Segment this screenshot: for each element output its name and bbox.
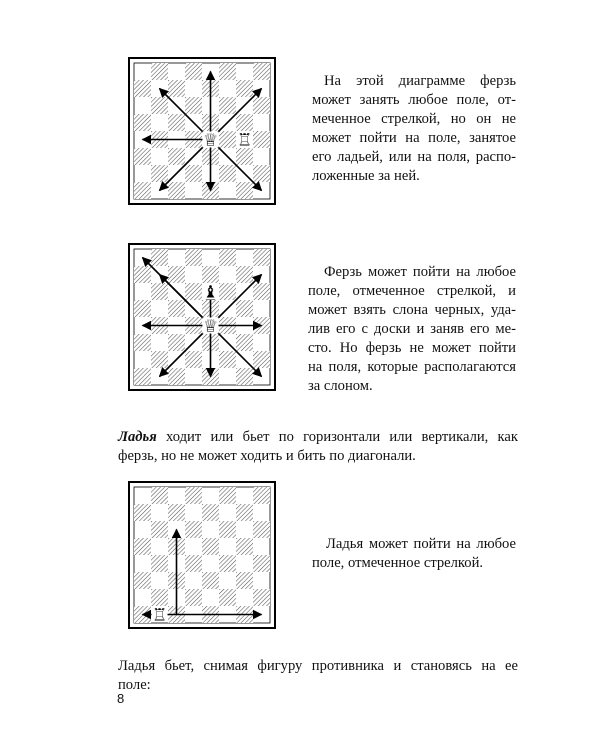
dark-square — [253, 555, 270, 572]
dark-square — [185, 283, 202, 300]
dark-square — [134, 148, 151, 165]
dark-square — [185, 165, 202, 182]
dark-square — [134, 504, 151, 521]
dark-square — [202, 572, 219, 589]
caption-line: поле, отмеченное стрелкой, и — [308, 283, 516, 299]
caption-line: может пойти на поле, занятое — [312, 130, 516, 146]
dark-square — [134, 334, 151, 351]
dark-square — [185, 351, 202, 368]
chess-diagram-queen-capture — [128, 243, 276, 391]
white-rook-piece — [237, 131, 253, 151]
dark-square — [253, 521, 270, 538]
dark-square — [134, 182, 151, 199]
dark-square — [151, 589, 168, 606]
dark-square — [253, 589, 270, 606]
dark-square — [253, 249, 270, 266]
dark-square — [219, 249, 236, 266]
dark-square — [185, 63, 202, 80]
dark-square — [236, 504, 253, 521]
dark-square — [185, 521, 202, 538]
capture-paragraph — [118, 657, 518, 695]
dark-square — [168, 334, 185, 351]
dark-square — [236, 182, 253, 199]
caption-line: Ладья может пойти на любое — [326, 536, 516, 552]
caption-line: Ферзь может пойти на любое — [324, 264, 516, 280]
svg-text:♕: ♕ — [202, 316, 219, 337]
chessboard-3 — [128, 481, 276, 629]
caption-line: на поля, которые располагаются — [308, 359, 516, 375]
dark-square — [151, 63, 168, 80]
dark-square — [202, 266, 219, 283]
white-queen-piece — [203, 131, 219, 151]
svg-text:♖: ♖ — [236, 130, 253, 151]
dark-square — [219, 131, 236, 148]
dark-square — [151, 165, 168, 182]
caption-diagram-3 — [312, 535, 516, 573]
dark-square — [253, 63, 270, 80]
dark-square — [219, 97, 236, 114]
caption-line: поле, отмеченное стрелкой. — [312, 555, 484, 571]
dark-square — [151, 487, 168, 504]
dark-square — [253, 131, 270, 148]
dark-square — [219, 165, 236, 182]
dark-square — [151, 283, 168, 300]
page-number: 8 — [117, 691, 125, 706]
caption-line: может занять любое поле, от- — [312, 92, 516, 108]
caption-line: сто. Но ферзь не может пойти — [308, 340, 516, 356]
dark-square — [219, 63, 236, 80]
dark-square — [151, 249, 168, 266]
caption-line: На этой диаграмме ферзь — [324, 73, 516, 89]
dark-square — [185, 97, 202, 114]
rook-rule-text: ходит или бьет по горизонтали или вертикали, как — [156, 429, 518, 445]
dark-square — [202, 504, 219, 521]
dark-square — [219, 351, 236, 368]
dark-square — [236, 538, 253, 555]
dark-square — [134, 80, 151, 97]
dark-square — [168, 504, 185, 521]
svg-text:♕: ♕ — [202, 130, 219, 151]
rook-rule-paragraph — [118, 428, 518, 466]
dark-square — [151, 555, 168, 572]
chess-diagram-rook-moves — [128, 481, 276, 629]
capture-line-2: поле: — [118, 677, 151, 693]
dark-square — [219, 521, 236, 538]
chess-diagram-queen-moves — [128, 57, 276, 205]
rook-rule-line-2: ферзь, но не может ходить и бить по диагонали. — [118, 448, 416, 464]
dark-square — [168, 80, 185, 97]
dark-square — [185, 249, 202, 266]
dark-square — [219, 283, 236, 300]
dark-square — [134, 114, 151, 131]
white-rook-piece — [152, 606, 168, 626]
dark-square — [168, 368, 185, 385]
dark-square — [134, 300, 151, 317]
dark-square — [202, 538, 219, 555]
caption-line: за слоном. — [308, 378, 373, 394]
dark-square — [253, 165, 270, 182]
dark-square — [151, 97, 168, 114]
dark-square — [236, 334, 253, 351]
dark-square — [219, 589, 236, 606]
dark-square — [253, 97, 270, 114]
term-rook: Ладья — [118, 429, 157, 445]
rook-rule-line-1 — [118, 428, 518, 447]
caption-line: его ладьей, или на поля, распо- — [312, 149, 516, 165]
caption-line: может взять слона черных, уда- — [308, 302, 516, 318]
white-queen-piece — [203, 317, 219, 337]
chessboard-1 — [128, 57, 276, 205]
dark-square — [134, 368, 151, 385]
dark-square — [168, 266, 185, 283]
dark-square — [168, 300, 185, 317]
dark-square — [236, 572, 253, 589]
dark-square — [168, 148, 185, 165]
caption-line: лив его с доски и заняв его ме- — [308, 321, 516, 337]
dark-square — [151, 521, 168, 538]
caption-diagram-2 — [308, 263, 516, 396]
caption-line: меченное стрелкой, но он не — [312, 111, 516, 127]
dark-square — [236, 300, 253, 317]
svg-text:♝: ♝ — [202, 282, 219, 303]
caption-diagram-1 — [312, 72, 516, 186]
dark-square — [253, 487, 270, 504]
chessboard-2 — [128, 243, 276, 391]
dark-square — [253, 283, 270, 300]
dark-square — [236, 80, 253, 97]
dark-square — [185, 589, 202, 606]
dark-square — [168, 182, 185, 199]
dark-square — [151, 351, 168, 368]
dark-square — [253, 351, 270, 368]
capture-line-1: Ладья бьет, снимая фигуру противника и становясь на ее — [118, 658, 518, 674]
dark-square — [219, 555, 236, 572]
svg-text:♖: ♖ — [151, 605, 168, 626]
dark-square — [236, 148, 253, 165]
dark-square — [236, 266, 253, 283]
caption-line: ложенные за ней. — [312, 168, 420, 184]
dark-square — [134, 538, 151, 555]
dark-square — [134, 266, 151, 283]
dark-square — [236, 368, 253, 385]
dark-square — [185, 487, 202, 504]
black-bishop-piece — [203, 283, 219, 303]
dark-square — [134, 572, 151, 589]
dark-square — [185, 555, 202, 572]
dark-square — [219, 487, 236, 504]
dark-square — [236, 114, 253, 131]
dark-square — [168, 114, 185, 131]
